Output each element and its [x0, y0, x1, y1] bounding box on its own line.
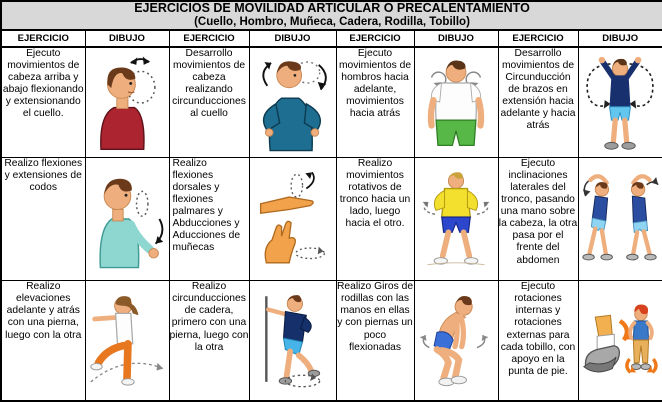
drawing-cell — [85, 157, 169, 280]
exercise-text-cell: Realizo elevaciones adelante y atrás con una pierna, luego con la otra — [1, 280, 85, 401]
neck-circumduction-illustration — [253, 52, 333, 152]
table-row — [1, 157, 662, 280]
table-row — [1, 280, 662, 401]
page-title: EJERCICIOS DE MOVILIDAD ARTICULAR O PRECALENTAMIENTO — [134, 1, 530, 16]
drawing-cell — [249, 280, 336, 401]
page-subtitle: (Cuello, Hombro, Muñeca, Cadera, Rodilla, Tobillo) — [194, 15, 470, 28]
drawing-cell — [414, 47, 498, 157]
drawing-cell — [578, 157, 662, 280]
ankle-rotation-illustration — [580, 287, 660, 393]
trunk-rotation-illustration — [416, 165, 496, 273]
col-header-dibujo-4: DIBUJO — [578, 30, 662, 47]
col-header-ejercicio-2: EJERCICIO — [169, 30, 249, 47]
neck-flexion-extension-illustration — [88, 52, 166, 152]
title-row — [1, 1, 662, 30]
drawing-cell — [249, 47, 336, 157]
exercise-text-cell: Ejecuto movimientos de hombros hacia adelante, movimientos hacia atrás — [336, 47, 414, 157]
exercise-text-cell: Ejecuto inclinaciones laterales del tronco, pasando una mano sobre la cabeza, la otra pasa por el frente del abdomen — [498, 157, 578, 280]
leg-elevation-illustration — [87, 287, 167, 393]
arm-circumduction-illustration — [580, 51, 660, 153]
drawing-cell — [85, 47, 169, 157]
title-cell — [1, 1, 662, 30]
exercise-text-cell: Ejecuto rotaciones internas y rotaciones externas para cada tobillo, con apoyo en la punta de pie. — [498, 280, 578, 401]
col-header-dibujo-2: DIBUJO — [249, 30, 336, 47]
col-header-ejercicio-4: EJERCICIO — [498, 30, 578, 47]
col-header-ejercicio-1: EJERCICIO — [1, 30, 85, 47]
exercise-text-cell: Realizo flexiones dorsales y flexiones palmares y Abducciones y Aducciones de muñecas — [169, 157, 249, 280]
col-header-dibujo-3: DIBUJO — [414, 30, 498, 47]
drawing-cell — [414, 157, 498, 280]
exercise-text-cell: Desarrollo movimientos de cabeza realizando circunducciones al cuello — [169, 47, 249, 157]
col-header-ejercicio-3: EJERCICIO — [336, 30, 414, 47]
knee-rotation-illustration — [416, 287, 496, 393]
exercise-text-cell: Desarrollo movimientos de Circunducción de brazos en extensión hacia adelante y hacia atrás — [498, 47, 578, 157]
drawing-cell — [249, 157, 336, 280]
drawing-cell — [578, 280, 662, 401]
col-header-dibujo-1: DIBUJO — [85, 30, 169, 47]
exercise-text-cell: Ejecuto movimientos de cabeza arriba y abajo flexionando y extensionando el cuello. — [1, 47, 85, 157]
drawing-cell — [414, 280, 498, 401]
trunk-lateral-inclination-illustration — [580, 166, 660, 272]
exercise-text-cell: Realizo movimientos rotativos de tronco hacia un lado, luego hacia el otro. — [336, 157, 414, 280]
wrist-flexion-abduction-illustration — [253, 166, 333, 272]
drawing-cell — [85, 280, 169, 401]
exercise-text-cell: Realizo circunducciones de cadera, primero con una pierna, luego con la otra — [169, 280, 249, 401]
hip-circumduction-illustration — [253, 287, 333, 393]
table-row — [1, 47, 662, 157]
shoulder-forward-back-illustration — [418, 52, 494, 152]
exercise-text-cell: Realizo Giros de rodillas con las manos en ellas y con piernas un poco flexionadas — [336, 280, 414, 401]
header-row — [1, 30, 662, 47]
elbow-flexion-extension-illustration — [87, 167, 167, 271]
drawing-cell — [578, 47, 662, 157]
exercise-text-cell: Realizo flexiones y extensiones de codos — [1, 157, 85, 280]
